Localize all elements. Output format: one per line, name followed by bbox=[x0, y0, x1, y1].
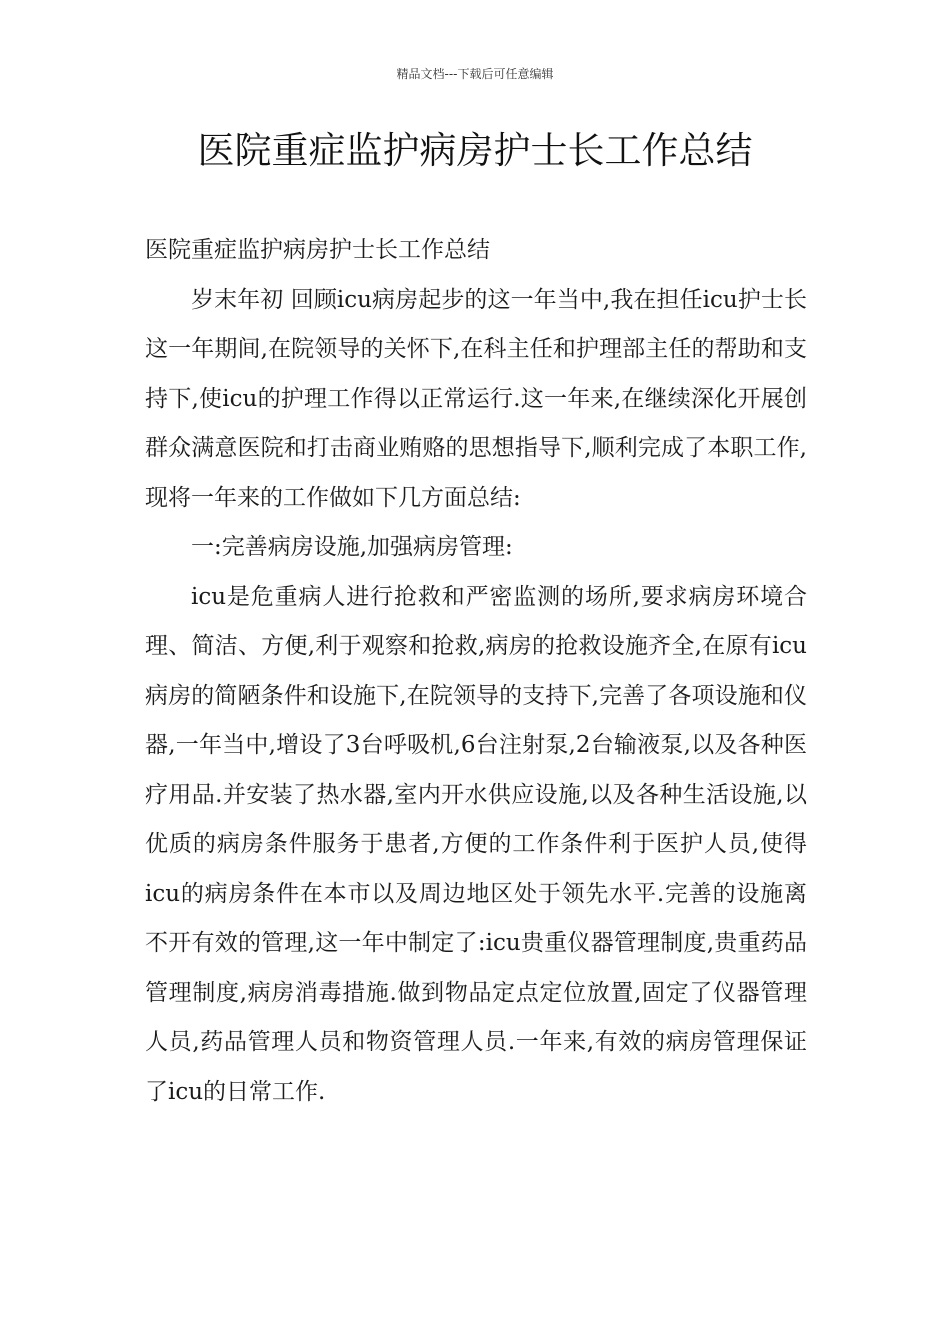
header-note: 精品文档---下载后可任意编辑 bbox=[396, 67, 554, 81]
document-body bbox=[145, 226, 807, 1117]
document-title: 医院重症监护病房护士长工作总结 bbox=[197, 129, 753, 172]
section-heading: 一:完善病房设施,加强病房管理: bbox=[191, 534, 513, 560]
body-paragraph: icu是危重病人进行抢救和严密监测的场所,要求病房环境合理、简洁、方便,利于观察和抢救,病房的抢救设施齐全,在原有icu病房的简陋条件和设施下,在院领导的支持下,完善了各项设施和仪器,一年当中,增设了3台呼吸机,6台注射泵,2台输液泵,以及各种医疗用品.并安装了热水器,室内开水供应设施,以及各种生活设施,以优质的病房条件服务于患者,方便的工作条件利于医护人员,使得icu的病房条件在本市以及周边地区处于领先水平.完善的设施离不开有效的管理,这一年中制定了:icu贵重仪器管理制度,贵重药品管理制度,病房消毒措施.做到物品定点定位放置,固定了仪器管理人员,药品管理人员和物资管理人员.一年来,有效的病房管理保证了icu的日常工作. bbox=[145, 583, 807, 1105]
subtitle-paragraph: 医院重症监护病房护士长工作总结 bbox=[145, 237, 490, 263]
body-paragraph: 岁末年初 回顾icu病房起步的这一年当中,我在担任icu护士长这一年期间,在院领导的关怀下,在科主任和护理部主任的帮助和支持下,使icu的护理工作得以正常运行.这一年来,在继续深化开展创群众满意医院和打击商业贿赂的思想指导下,顺利完成了本职工作,现将一年来的工作做如下几方面总结: bbox=[145, 286, 807, 511]
